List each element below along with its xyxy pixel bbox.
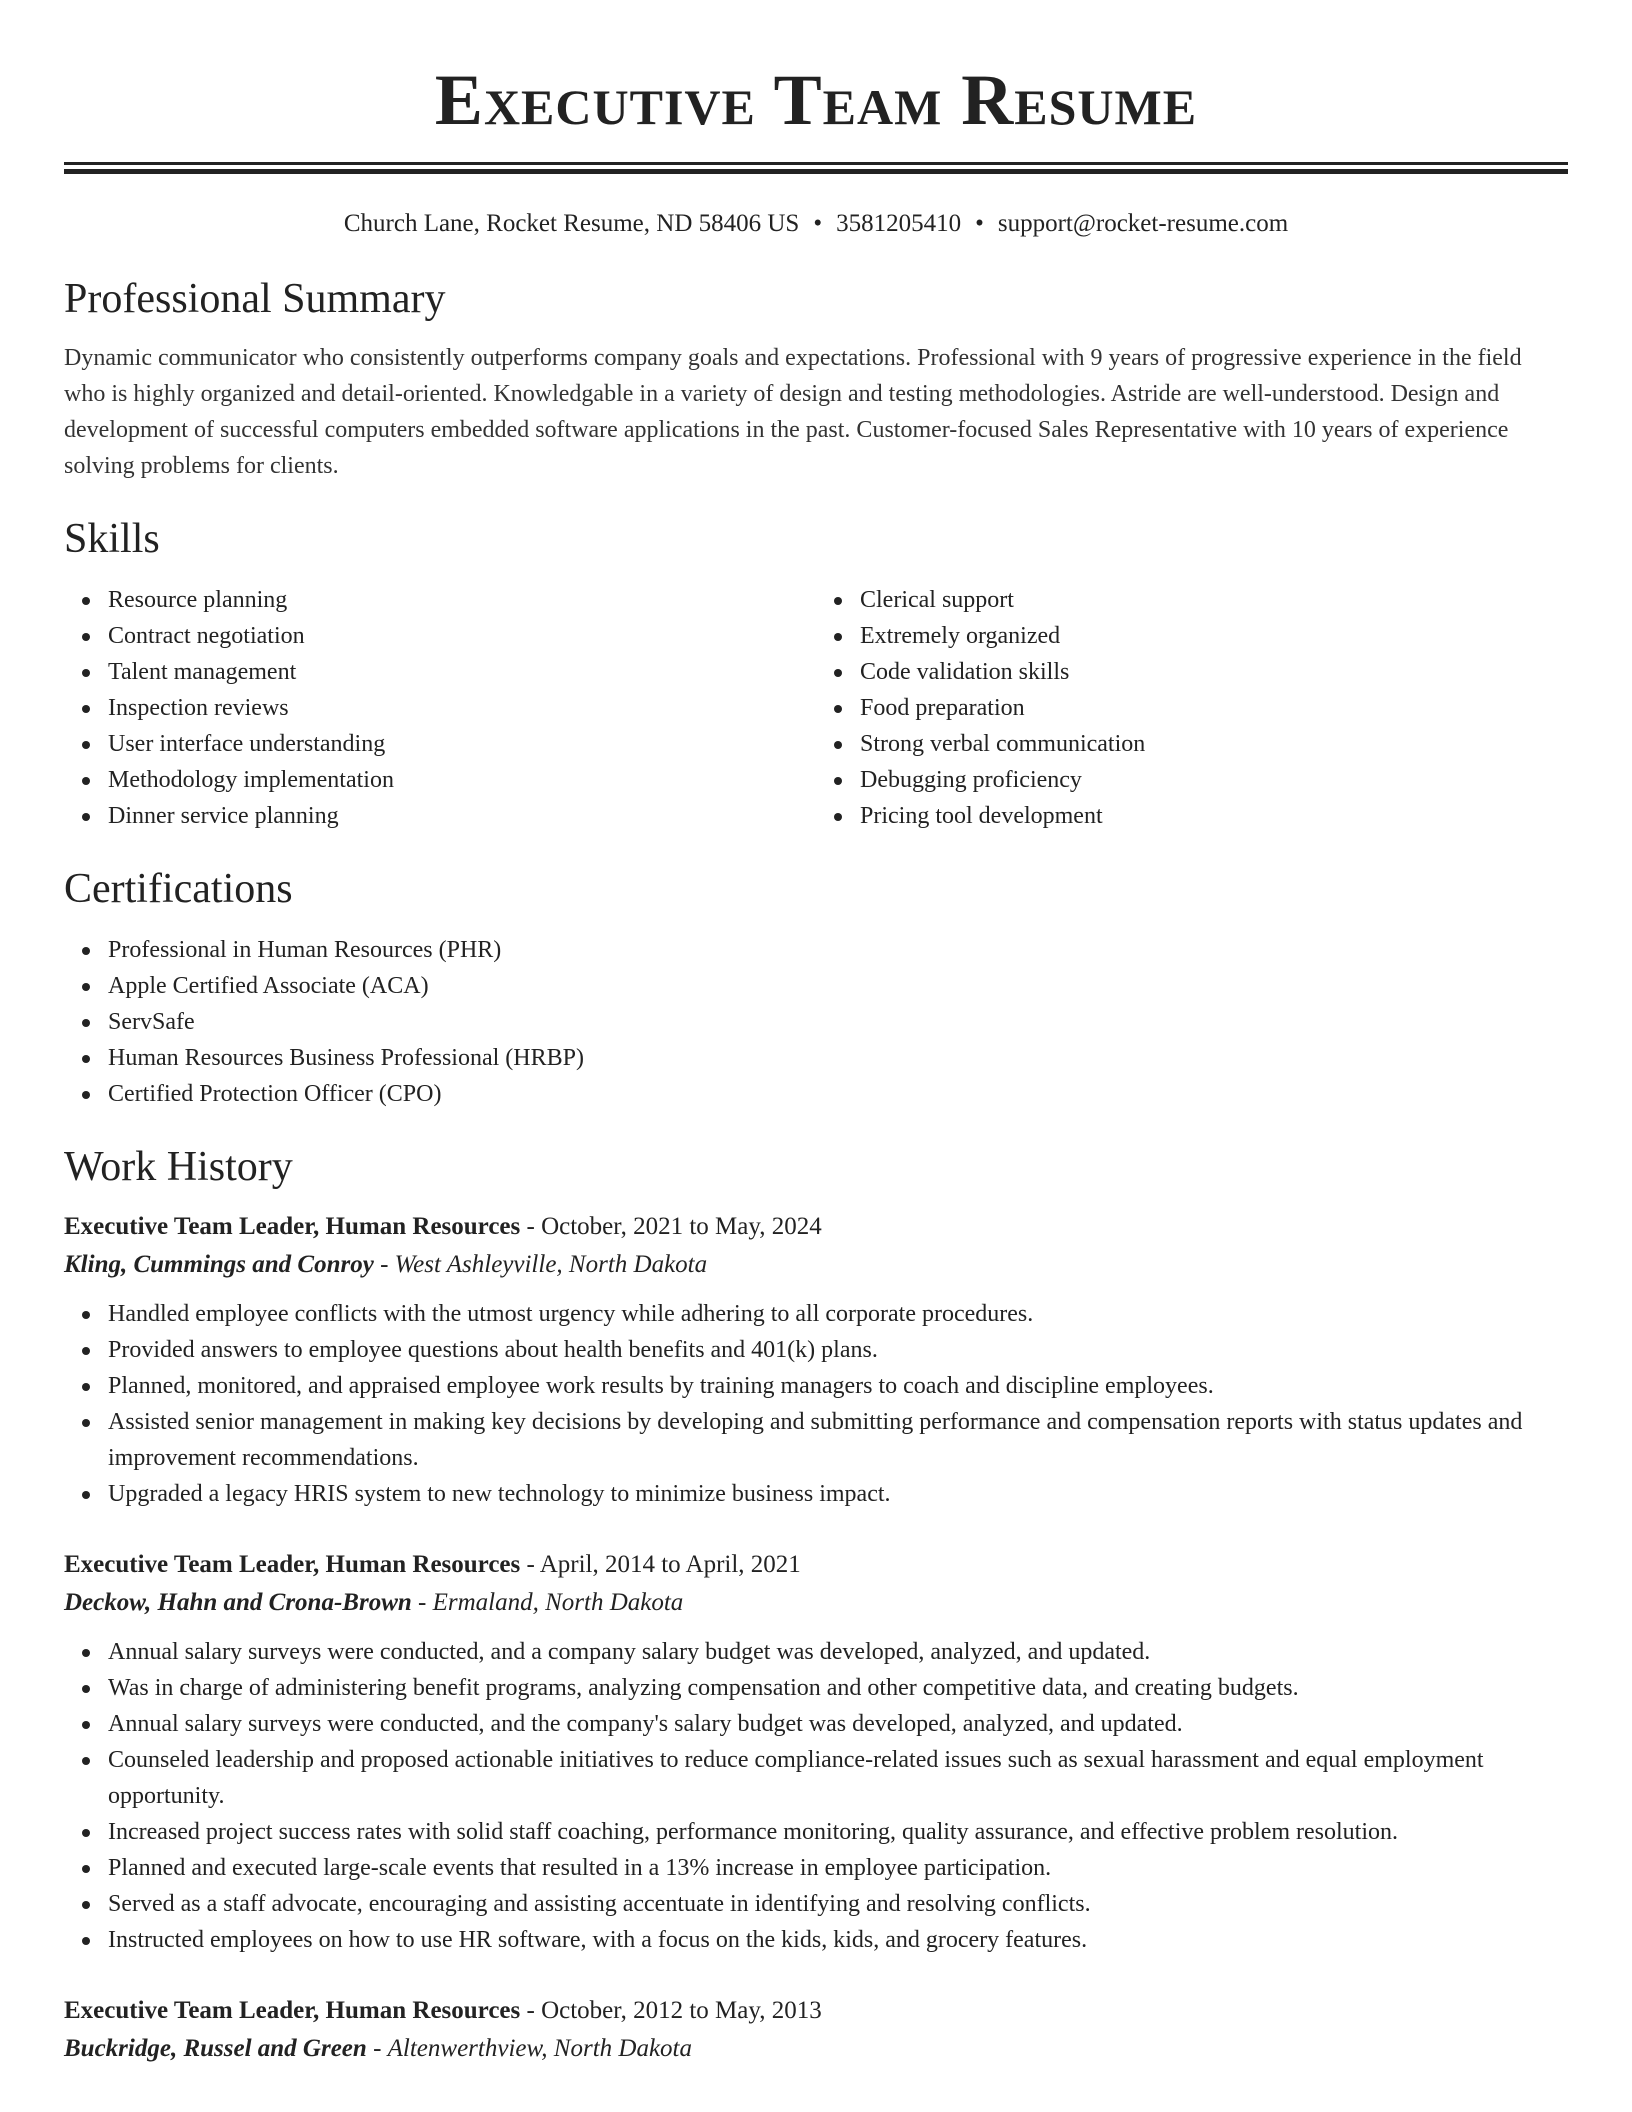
job-bullet: Increased project success rates with solid staff coaching, performance monitoring, quality assurance, and effective problem resolution. <box>108 1814 1568 1850</box>
job-company: Kling, Cummings and Conroy <box>64 1251 374 1278</box>
skill-item: Debugging proficiency <box>860 762 1568 798</box>
skills-list-right <box>816 582 1568 834</box>
skill-item: Inspection reviews <box>108 690 816 726</box>
certification-item: Certified Protection Officer (CPO) <box>108 1076 1568 1112</box>
contact-email: support@rocket-resume.com <box>997 210 1289 237</box>
job-company-line: Deckow, Hahn and Crona-Brown - Ermaland, North Dakota <box>64 1589 684 1616</box>
skills-heading: Skills <box>64 516 160 562</box>
contact-address: Church Lane, Rocket Resume, ND 58406 US <box>343 210 800 237</box>
certification-item: Human Resources Business Professional (HRBP) <box>108 1040 1568 1076</box>
job-bullet: Planned and executed large-scale events that resulted in a 13% increase in employee participation. <box>108 1850 1568 1886</box>
skill-item: Code validation skills <box>860 654 1568 690</box>
skills-columns <box>64 582 1568 834</box>
job-title-line: Executive Team Leader, Human Resources - October, 2021 to May, 2024 <box>64 1213 822 1240</box>
certifications-section <box>64 864 1568 1112</box>
skill-item: Contract negotiation <box>108 618 816 654</box>
certification-item: Professional in Human Resources (PHR) <box>108 932 1568 968</box>
job-entry <box>64 1208 1568 1512</box>
job-dates: October, 2021 to May, 2024 <box>541 1213 822 1240</box>
job-company: Buckridge, Russel and Green <box>64 2035 367 2062</box>
job-company-line: Buckridge, Russel and Green - Altenwerthview, North Dakota <box>64 2035 692 2062</box>
job-company: Deckow, Hahn and Crona-Brown <box>64 1589 412 1616</box>
job-bullets <box>64 1296 1568 1512</box>
job-title: Executive Team Leader, Human Resources <box>64 1551 521 1578</box>
job-bullet: Annual salary surveys were conducted, and a company salary budget was developed, analyzed, and updated. <box>108 1634 1568 1670</box>
skill-item: Methodology implementation <box>108 762 816 798</box>
job-location: West Ashleyville, North Dakota <box>394 1251 708 1278</box>
title-double-rule <box>64 162 1568 174</box>
job-entry <box>64 1992 1568 2068</box>
job-bullets <box>64 1634 1568 1958</box>
summary-section <box>64 274 1568 484</box>
job-bullet: Handled employee conflicts with the utmost urgency while adhering to all corporate procedures. <box>108 1296 1568 1332</box>
job-title: Executive Team Leader, Human Resources <box>64 1213 521 1240</box>
summary-heading: Professional Summary <box>64 276 446 322</box>
skill-item: Talent management <box>108 654 816 690</box>
certification-item: ServSafe <box>108 1004 1568 1040</box>
job-bullet: Was in charge of administering benefit programs, analyzing compensation and other competitive data, and creating budgets. <box>108 1670 1568 1706</box>
skill-item: Extremely organized <box>860 618 1568 654</box>
skill-item: User interface understanding <box>108 726 816 762</box>
skills-section <box>64 514 1568 834</box>
skill-item: Resource planning <box>108 582 816 618</box>
job-title-line: Executive Team Leader, Human Resources - April, 2014 to April, 2021 <box>64 1551 801 1578</box>
skill-item: Pricing tool development <box>860 798 1568 834</box>
summary-text: Dynamic communicator who consistently outperforms company goals and expectations. Professional with 9 years of progressive experience in the field who is highly organized and detail-oriented. Knowledgable in a variety of design and testing methodologies. Astride are well-understood. Design and development of successful computers embedded software applications in the past. Customer-focused Sales Representative with 10 years of experience solving problems for clients. <box>64 345 1522 479</box>
job-bullet: Instructed employees on how to use HR software, with a focus on the kids, kids, and grocery features. <box>108 1922 1568 1958</box>
skills-list-left <box>64 582 816 834</box>
work-history-section <box>64 1142 1568 2068</box>
skill-item: Dinner service planning <box>108 798 816 834</box>
contact-separator: • <box>975 210 984 237</box>
job-bullet: Served as a staff advocate, encouraging and assisting accentuate in identifying and resolving conflicts. <box>108 1886 1568 1922</box>
skill-item: Clerical support <box>860 582 1568 618</box>
page-title: Executive Team Resume <box>434 60 1198 140</box>
skill-item: Food preparation <box>860 690 1568 726</box>
contact-phone: 3581205410 <box>836 210 962 237</box>
contact-line <box>64 208 1568 240</box>
job-entry <box>64 1546 1568 1958</box>
certification-item: Apple Certified Associate (ACA) <box>108 968 1568 1004</box>
job-dates: April, 2014 to April, 2021 <box>539 1551 801 1578</box>
job-bullet: Annual salary surveys were conducted, and the company's salary budget was developed, analyzed, and updated. <box>108 1706 1568 1742</box>
job-location: Altenwerthview, North Dakota <box>387 2035 692 2062</box>
job-bullet: Planned, monitored, and appraised employee work results by training managers to coach and discipline employees. <box>108 1368 1568 1404</box>
job-company-line: Kling, Cummings and Conroy - West Ashleyville, North Dakota <box>64 1251 708 1278</box>
job-title-line: Executive Team Leader, Human Resources - October, 2012 to May, 2013 <box>64 1997 822 2024</box>
work-history-heading: Work History <box>64 1144 293 1190</box>
contact-separator: • <box>813 210 823 237</box>
job-dates: October, 2012 to May, 2013 <box>541 1997 822 2024</box>
job-bullet: Provided answers to employee questions about health benefits and 401(k) plans. <box>108 1332 1568 1368</box>
certifications-list <box>64 932 1568 1112</box>
job-bullet: Counseled leadership and proposed actionable initiatives to reduce compliance-related issues such as sexual harassment and equal employment opportunity. <box>108 1742 1568 1814</box>
skill-item: Strong verbal communication <box>860 726 1568 762</box>
job-title: Executive Team Leader, Human Resources <box>64 1997 521 2024</box>
job-bullet: Assisted senior management in making key decisions by developing and submitting performance and compensation reports with status updates and improvement recommendations. <box>108 1404 1568 1476</box>
certifications-heading: Certifications <box>64 866 293 912</box>
job-bullet: Upgraded a legacy HRIS system to new technology to minimize business impact. <box>108 1476 1568 1512</box>
job-location: Ermaland, North Dakota <box>432 1589 684 1616</box>
